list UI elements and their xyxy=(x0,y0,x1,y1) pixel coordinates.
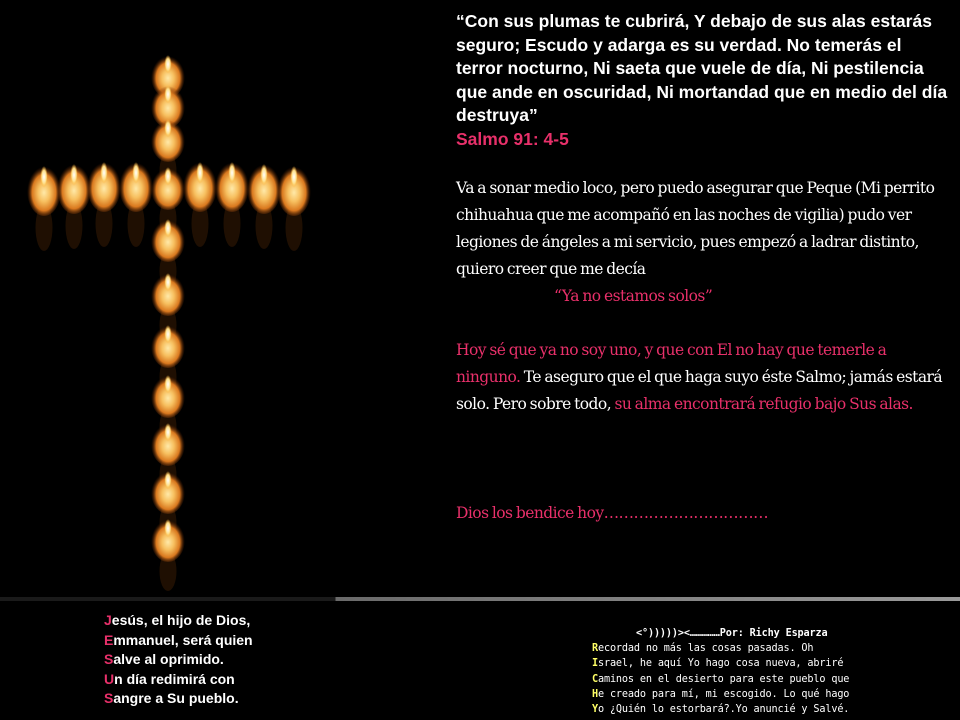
closing-paragraph xyxy=(456,337,952,418)
candle-cross-image xyxy=(0,0,340,600)
acrostic-line: Emmanuel, será quien xyxy=(104,631,253,648)
divider-line xyxy=(0,597,960,601)
candle-flame xyxy=(290,166,297,188)
psalm-reference: Salmo 91: 4-5 xyxy=(456,128,569,149)
author-credit: <°)))))><……………Por: Richy Esparza xyxy=(636,628,828,639)
candle-flame xyxy=(164,167,171,185)
candle-flame xyxy=(100,162,107,184)
story-paragraph: Va a sonar medio loco, pero puedo asegurar que Peque (Mi perrito chihuahua que me acompañó en las noches de vigilia) pudo ver legiones de ángeles a mi servicio, pues empezó a ladrar distinto, quiero creer que me decía xyxy=(456,178,935,278)
candle-flame xyxy=(164,273,171,291)
acrostic-line: Yo ¿Quién lo estorbará?.Yo anuncié y Salvé. xyxy=(592,704,850,716)
acrostic-jesus xyxy=(104,611,344,709)
candle-flame xyxy=(164,85,171,103)
candle-flame xyxy=(164,375,171,393)
candle-flame xyxy=(40,166,47,188)
psalm-quote: “Con sus plumas te cubrirá, Y debajo de sus alas estarás seguro; Escudo y adarga es su verdad. No temerás el terror nocturno, Ni saeta que vuele de día, Ni pestilencia que ande en oscuridad, Ni mortandad que en medio del día destruya” xyxy=(456,11,948,125)
acrostic-line: He creado para mí, mi escogido. Lo qué hago xyxy=(592,688,850,700)
candle-flame xyxy=(228,162,235,184)
acrostic-richy xyxy=(592,626,952,717)
candle-flame xyxy=(164,423,171,441)
acrostic-line: Recordad no más las cosas pasadas. Oh xyxy=(592,643,814,655)
closing-pink-start: Hoy sé que ya no soy uno, y que con El no hay que temerle a ninguno. xyxy=(456,340,887,386)
acrostic-line: Jesús, el hijo de Dios, xyxy=(104,612,251,628)
acrostic-line: Israel, he aquí Yo hago cosa nueva, abriré xyxy=(592,658,844,670)
closing-white-middle: Te aseguro que el que haga suyo éste Salmo; jamás estará solo. Pero sobre todo, xyxy=(456,367,943,413)
acrostic-line: Salve al oprimido. xyxy=(104,651,224,668)
candle-flame xyxy=(164,119,171,137)
dog-quote: “Ya no estamos solos” xyxy=(554,286,713,305)
closing-pink-end: su alma encontrará refugio bajo Sus alas. xyxy=(614,394,913,413)
candle-flame xyxy=(164,219,171,237)
candle-flame xyxy=(132,162,139,184)
acrostic-line: Un día redimirá con xyxy=(104,670,235,687)
acrostic-line: Sangre a Su pueblo. xyxy=(104,690,239,707)
acrostic-line: Caminos en el desierto para este pueblo que xyxy=(592,673,850,685)
candle-flame xyxy=(164,519,171,537)
candle-flame xyxy=(70,164,77,186)
candle-flame xyxy=(164,55,171,73)
main-text-block xyxy=(456,10,952,527)
candle-flame xyxy=(164,325,171,343)
candle-flame xyxy=(260,164,267,186)
candle-flame xyxy=(164,471,171,489)
blessing-line: Dios los bendice hoy…………………………… xyxy=(456,503,769,522)
candle-flame xyxy=(196,162,203,184)
